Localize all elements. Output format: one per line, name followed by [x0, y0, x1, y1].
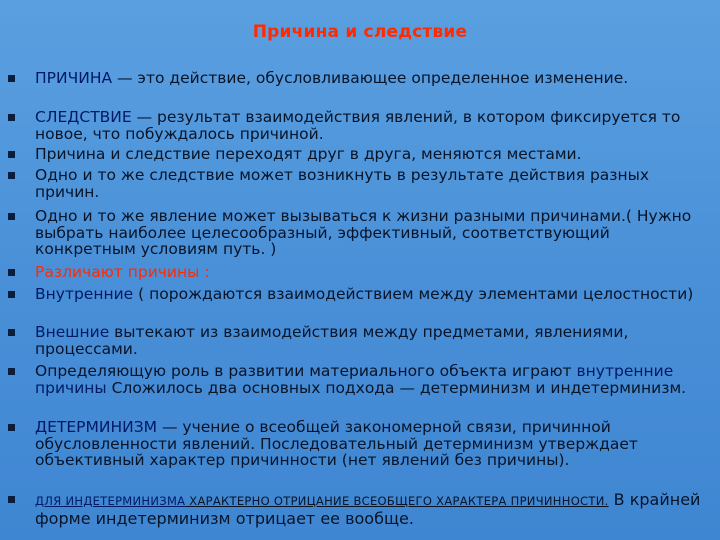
slide-title: Причина и следствие: [252, 22, 468, 42]
square-bullet-icon: [8, 151, 15, 158]
heading-causes: Различают причины: [35, 263, 200, 281]
statement-text: Одно и то же явление может вызываться к жизни разными причинами.( Нужно выбрать наиболее целесообразный, эффективный, соответствующий конкретным условиям путь. ): [35, 207, 692, 258]
term-internal-causes: внутренние причины: [35, 362, 674, 397]
term-internal: Внутренние: [35, 285, 134, 303]
term-external: Внешние: [35, 323, 110, 341]
statement-text: В крайней форме индетерминизм отрицает ее вообще.: [35, 490, 701, 528]
square-bullet-icon: [8, 172, 15, 179]
definition-text: ( порождаются взаимодействием между элементами целостности): [133, 285, 694, 303]
statement-text: Одно и то же следствие может возникнуть в результате действия разных причин.: [35, 166, 650, 201]
square-bullet-icon: [8, 496, 15, 503]
statement-text: Причина и следствие переходят друг в друга, меняются местами.: [35, 145, 582, 163]
statement-text: Сложилось два основных подхода — детерминизм и индетерминизм.: [106, 378, 687, 397]
colon-text: :: [199, 263, 210, 281]
square-bullet-icon: [8, 114, 15, 121]
term-prichina: ПРИЧИНА: [35, 69, 113, 87]
definition-text: — учение о всеобщей закономерной связи, причинной обусловленности явлений. Последовательный детерминизм утверждает объективный характер причинности (нет явлений без причины).: [35, 418, 638, 469]
statement-text: Определяющую роль в развитии материального объекта играют: [35, 362, 577, 380]
definition-text: — это действие, обусловливающее определенное изменение.: [112, 69, 629, 87]
square-bullet-icon: [8, 75, 15, 82]
square-bullet-icon: [8, 269, 15, 276]
definition-text: вытекают из взаимодействия между предметами, явлениями, процессами.: [35, 323, 629, 358]
square-bullet-icon: [8, 213, 15, 220]
term-determinism: ДЕТЕРМИНИЗМ: [35, 418, 158, 436]
square-bullet-icon: [8, 329, 15, 336]
term-sledstvie: СЛЕДСТВИЕ: [35, 108, 132, 126]
underlined-statement: ХАРАКТЕРНО ОТРИЦАНИЕ ВСЕОБЩЕГО ХАРАКТЕРА ПРИЧИННОСТИ.: [185, 494, 609, 508]
square-bullet-icon: [8, 291, 15, 298]
square-bullet-icon: [8, 424, 15, 431]
square-bullet-icon: [8, 368, 15, 375]
term-indeterminism: ДЛЯ ИНДЕТЕРМИНИЗМА: [35, 494, 186, 508]
definition-text: — результат взаимодействия явлений, в котором фиксируется то новое, что побуждалось причиной.: [35, 108, 681, 143]
